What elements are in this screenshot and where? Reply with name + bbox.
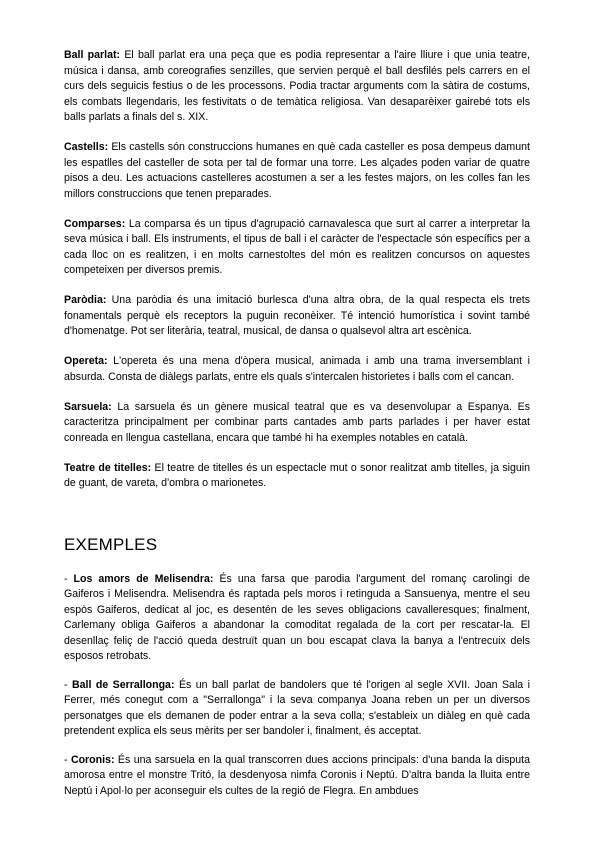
glossary-text: L'opereta és una mena d'òpera musical, animada i amb una trama inversemblant i absurda. Consta de diàlegs parlats, entre els quals s'intercalen historietes i balls com el cancan. (64, 355, 530, 383)
example-name: Coronis: (70, 753, 115, 766)
example-name: Ball de Serrallonga: (71, 678, 175, 691)
glossary-entry-teatre-titelles (64, 461, 530, 492)
document-page (64, 48, 530, 812)
glossary-text: La sarsuela és un gènere musical teatral que es va desenvolupar a Espanya. Es caracteritza principalment per combinar parts cantades amb parts parlades i per haver estat conreada en llengua castellana, encara que també hi ha exemples notables en català. (64, 400, 530, 444)
glossary-term: Paròdia: (64, 294, 107, 306)
example-serrallonga (64, 678, 530, 740)
glossary-entry-castells (64, 140, 530, 202)
glossary-text: Una paròdia és una imitació burlesca d'una altra obra, de la qual respecta els trets fonamentals perquè els receptors la puguin reconèixer. Té intenció humorística i sovint també d'homenatge. Pot ser literària, teatral, musical, de dansa o qualsevol altra art escènica. (64, 294, 530, 337)
glossary-term: Sarsuela: (64, 400, 112, 413)
glossary-entry-parodia (64, 293, 530, 340)
glossary-term: Castells: (64, 141, 109, 153)
glossary-text: El teatre de titelles és un espectacle mut o sonor realitzat amb titelles, ja siguin de guant, de vareta, d'ombra o marionetes. (64, 461, 530, 489)
glossary-text: Els castells són construccions humanes en què cada casteller es posa dempeus damunt les espatlles del casteller de sota per tal de formar una torre. Les alçades poden variar de quatre pisos a deu. Les actuacions castelleres acostumen a ser a les festes majors, on les colles fan les millors construccions que tenen preparades. (64, 141, 530, 200)
example-name: Los amors de Melisendra: (73, 572, 214, 585)
example-prefix: - (64, 753, 71, 766)
glossary-text: La comparsa és un tipus d'agrupació carnavalesca que surt al carrer a interpretar la seva música i ball. Els instruments, el tipus de ball i el caràcter de l'espectacle són específics per a cada lloc on es realitzen, i en molts carnestoltes del món es realitzen concursos on aquestes competeixen per diversos premis. (64, 217, 530, 276)
glossary-term: Opereta: (64, 355, 108, 367)
examples-heading: EXEMPLES (64, 534, 158, 554)
glossary-entry-comparses (64, 217, 530, 279)
example-text: És un ball parlat de bandolers que té l'origen al segle XVII. Joan Sala i Ferrer, més conegut com a "Serrallonga" i la seva companya Joana reben un per un diversos personatges que els demanen de poder entrar a la seva colla; s'estableix un diàleg en què cada pretendent explica els seus mèrits per ser bandoler i, finalment, és acceptat. (64, 678, 530, 737)
example-prefix: - (64, 678, 72, 691)
example-text: És una farsa que parodia l'argument del romanç carolingi de Gaiferos i Melisendra. Melisendra és raptada pels moros i retinguda a Sansuenya, mentre el seu espòs Gaiferos, dedicat al joc, es desentén de les seves obligacions cavalleresques; finalment, Carlemany obliga Gaiferos a abandonar la comoditat regalada de la cort per rescatar-la. El desenllaç feliç de l'acció queda destruït quan un bou escapat clava la banya a l'entrecuix dels esposos retrobats. (64, 572, 530, 662)
example-melisendra (64, 572, 530, 665)
glossary-entry-ball-parlat (64, 48, 530, 126)
glossary-term: Comparses: (64, 217, 126, 230)
glossary-text: El ball parlat era una peça que es podia representar a l'aire lliure i que unia teatre, música i dansa, amb coreografies senzilles, que servien perquè el ball desfilés pels carrers en el curs dels seguicis festius o de les processons. Podia tractar arguments com la sàtira de costums, els combats llegendaris, les festivitats o de temàtica religiosa. Van desaparèixer gairebé tots els balls parlats a finals del s. XIX. (64, 49, 530, 123)
glossary-entry-opereta (64, 354, 530, 385)
example-text: És una sarsuela en la qual transcorren dues accions principals: d'una banda la disputa amorosa entre el monstre Tritó, la desdenyosa nimfa Coronis i Neptú. D'altra banda la lluita entre Neptú i Apol·lo per aconseguir els cultes de la regió de Flegra. En ambdues (64, 753, 530, 797)
glossary-term: Teatre de titelles: (64, 461, 152, 474)
example-prefix: - (64, 572, 74, 585)
glossary-entry-sarsuela (64, 400, 530, 447)
glossary-term: Ball parlat: (64, 49, 121, 61)
example-coronis (64, 753, 530, 800)
